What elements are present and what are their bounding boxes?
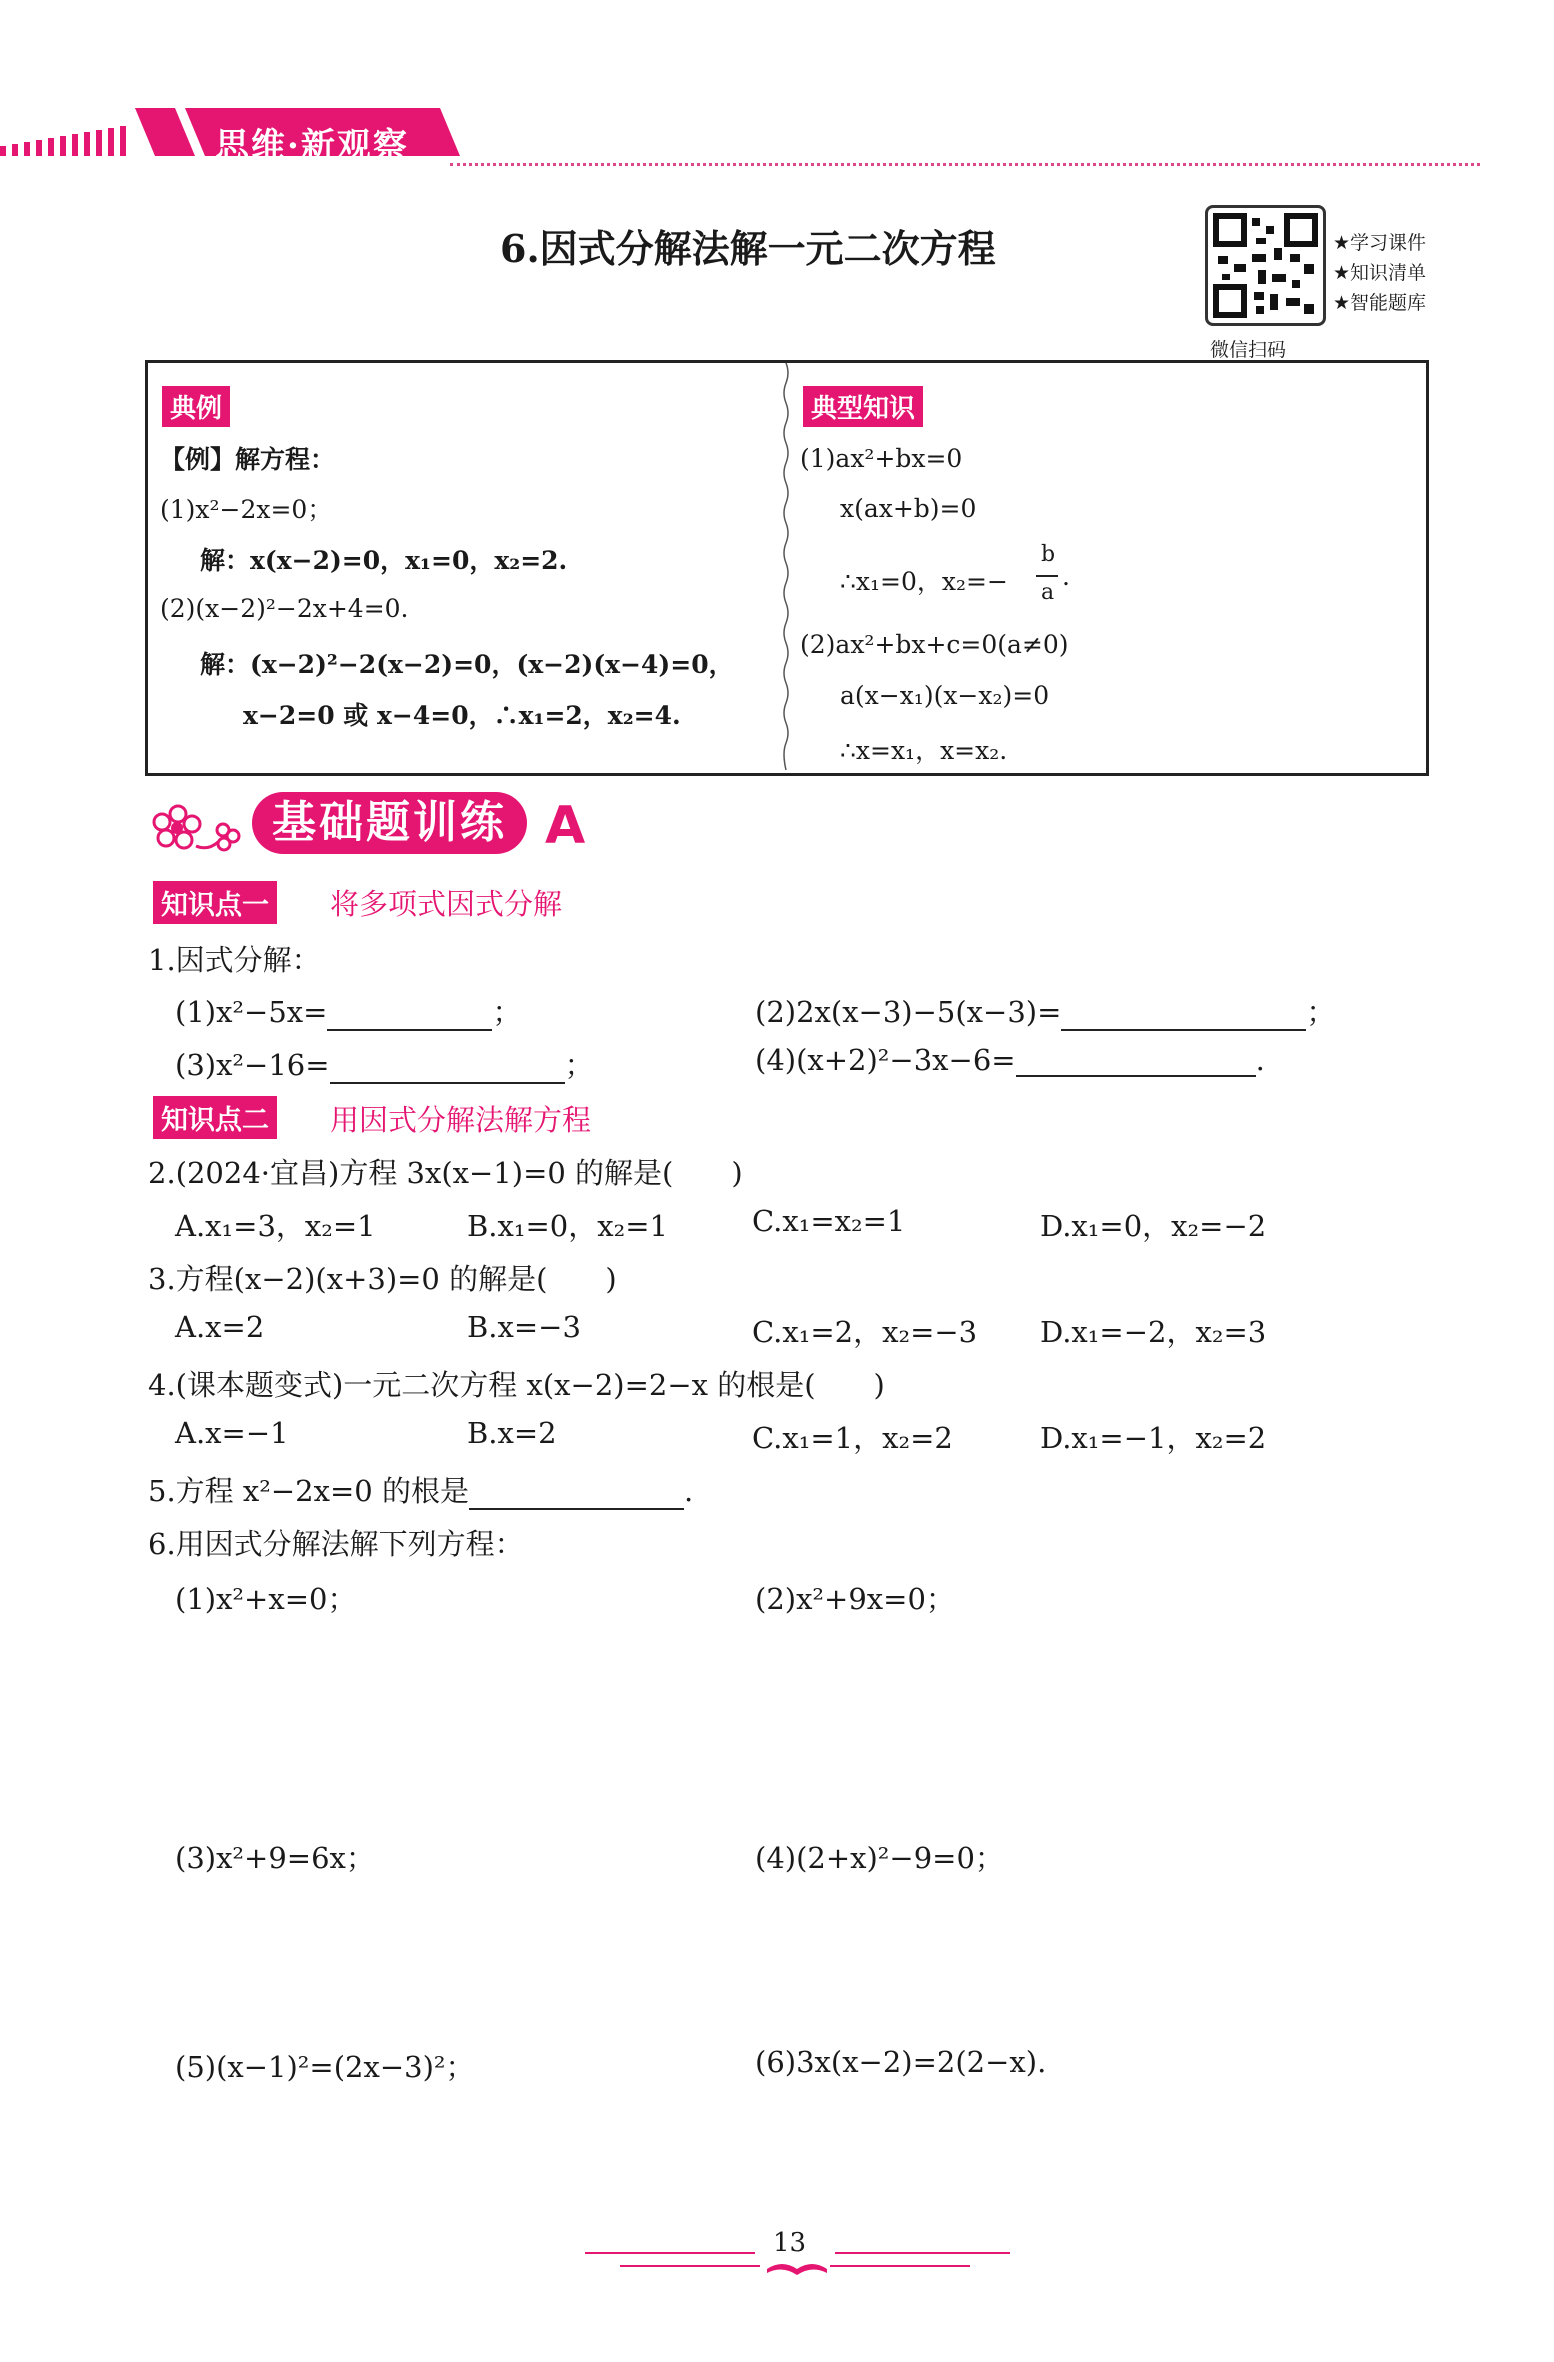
q4-option-b[interactable]: B.x=2 bbox=[467, 1416, 557, 1450]
q6-item-4: (4)(2+x)²−9=0； bbox=[755, 1841, 1004, 1875]
q2-option-a[interactable]: A.x₁=3，x₂=1 bbox=[175, 1209, 376, 1243]
header-dotted-rule bbox=[450, 163, 1480, 166]
q3-option-c[interactable]: C.x₁=2，x₂=−3 bbox=[752, 1315, 978, 1349]
q2-option-c[interactable]: C.x₁=x₂=1 bbox=[752, 1204, 906, 1238]
knowledge-line-2: x(ax+b)=0 bbox=[840, 494, 977, 523]
q1-item-1: (1)x²−5x= ； bbox=[175, 995, 522, 1029]
qr-caption: 微信扫码 bbox=[1210, 339, 1287, 361]
example-line-3: (2)(x−2)²−2x+4=0. bbox=[160, 594, 409, 623]
page-number: 13 bbox=[773, 2228, 807, 2258]
qr-link-knowledge-list[interactable]: ★知识清单 bbox=[1333, 262, 1427, 284]
q3-option-d[interactable]: D.x₁=−2，x₂=3 bbox=[1040, 1315, 1267, 1349]
q2-option-b[interactable]: B.x₁=0，x₂=1 bbox=[467, 1209, 668, 1243]
fraction-numerator: b bbox=[1041, 542, 1056, 567]
flower-icon bbox=[148, 796, 248, 856]
q4-option-c[interactable]: C.x₁=1，x₂=2 bbox=[752, 1421, 953, 1455]
answer-blank[interactable] bbox=[330, 1052, 565, 1084]
question-3: 3.方程(x−2)(x+3)=0 的解是( ) bbox=[148, 1262, 617, 1296]
answer-blank[interactable] bbox=[469, 1478, 684, 1510]
q2-option-d[interactable]: D.x₁=0，x₂=−2 bbox=[1040, 1209, 1267, 1243]
footer-rule bbox=[835, 2252, 1010, 2254]
kp2-tag: 知识点二 bbox=[153, 1096, 277, 1139]
question-6: 6.用因式分解法解下列方程： bbox=[148, 1527, 524, 1561]
example-intro: 【例】解方程： bbox=[160, 445, 336, 474]
kp1-title: 将多项式因式分解 bbox=[330, 887, 563, 921]
q4-option-d[interactable]: D.x₁=−1，x₂=2 bbox=[1040, 1421, 1267, 1455]
footer-rule bbox=[585, 2252, 755, 2254]
book-icon bbox=[762, 2255, 832, 2277]
kp2-title: 用因式分解法解方程 bbox=[330, 1103, 592, 1137]
knowledge-line-6: ∴x=x₁，x=x₂. bbox=[840, 736, 1008, 765]
knowledge-line-3: ∴x₁=0，x₂=− bbox=[840, 567, 1008, 596]
answer-blank[interactable] bbox=[327, 999, 492, 1031]
fraction-period: . bbox=[1062, 562, 1070, 591]
section-heading: 基础题训练 bbox=[252, 792, 527, 854]
qr-link-courseware[interactable]: ★学习课件 bbox=[1333, 232, 1427, 254]
q4-option-a[interactable]: A.x=−1 bbox=[175, 1416, 289, 1450]
q3-option-b[interactable]: B.x=−3 bbox=[467, 1310, 581, 1344]
qr-link-question-bank[interactable]: ★智能题库 bbox=[1333, 292, 1427, 314]
section-level: A bbox=[545, 796, 586, 856]
kp1-tag: 知识点一 bbox=[153, 881, 277, 924]
example-tag: 典例 bbox=[162, 386, 230, 427]
q6-item-1: (1)x²+x=0； bbox=[175, 1582, 357, 1616]
knowledge-line-1: (1)ax²+bx=0 bbox=[800, 444, 963, 473]
fraction-denominator: a bbox=[1041, 580, 1055, 605]
answer-blank[interactable] bbox=[1061, 999, 1306, 1031]
q6-item-2: (2)x²+9x=0； bbox=[755, 1582, 955, 1616]
question-5: 5.方程 x²−2x=0 的根是 . bbox=[148, 1474, 694, 1508]
q6-item-3: (3)x²+9=6x； bbox=[175, 1841, 375, 1875]
footer-rule bbox=[620, 2265, 760, 2267]
qr-code-icon[interactable] bbox=[1205, 205, 1326, 326]
example-line-5: x−2=0 或 x−4=0，∴x₁=2，x₂=4. bbox=[243, 701, 681, 730]
fraction-bar bbox=[1036, 575, 1058, 577]
box-divider bbox=[782, 363, 790, 770]
knowledge-tag: 典型知识 bbox=[803, 386, 923, 427]
q1-item-2: (2)2x(x−3)−5(x−3)= ； bbox=[755, 995, 1336, 1029]
q6-item-6: (6)3x(x−2)=2(2−x). bbox=[755, 2045, 1047, 2079]
example-line-4: 解：(x−2)²−2(x−2)=0，(x−2)(x−4)=0， bbox=[200, 650, 734, 679]
question-2: 2.(2024·宜昌)方程 3x(x−1)=0 的解是( ) bbox=[148, 1156, 743, 1190]
knowledge-line-5: a(x−x₁)(x−x₂)=0 bbox=[840, 681, 1050, 710]
question-4: 4.(课本题变式)一元二次方程 x(x−2)=2−x 的根是( ) bbox=[148, 1368, 885, 1402]
q3-option-a[interactable]: A.x=2 bbox=[175, 1310, 265, 1344]
footer-rule bbox=[830, 2265, 970, 2267]
q6-item-5: (5)(x−1)²=(2x−3)²； bbox=[175, 2050, 475, 2084]
answer-blank[interactable] bbox=[1016, 1045, 1256, 1077]
knowledge-line-4: (2)ax²+bx+c=0(a≠0) bbox=[800, 630, 1069, 659]
lesson-title: 6.因式分解法解一元二次方程 bbox=[500, 226, 996, 271]
q1-item-4: (4)(x+2)²−3x−6= . bbox=[755, 1043, 1265, 1077]
example-line-1: (1)x²−2x=0； bbox=[160, 495, 333, 524]
header-title: 思维·新观察 bbox=[215, 126, 409, 166]
example-line-2: 解：x(x−2)=0，x₁=0，x₂=2. bbox=[200, 546, 568, 575]
question-1: 1.因式分解： bbox=[148, 943, 321, 977]
q1-item-3: (3)x²−16= ； bbox=[175, 1048, 594, 1082]
